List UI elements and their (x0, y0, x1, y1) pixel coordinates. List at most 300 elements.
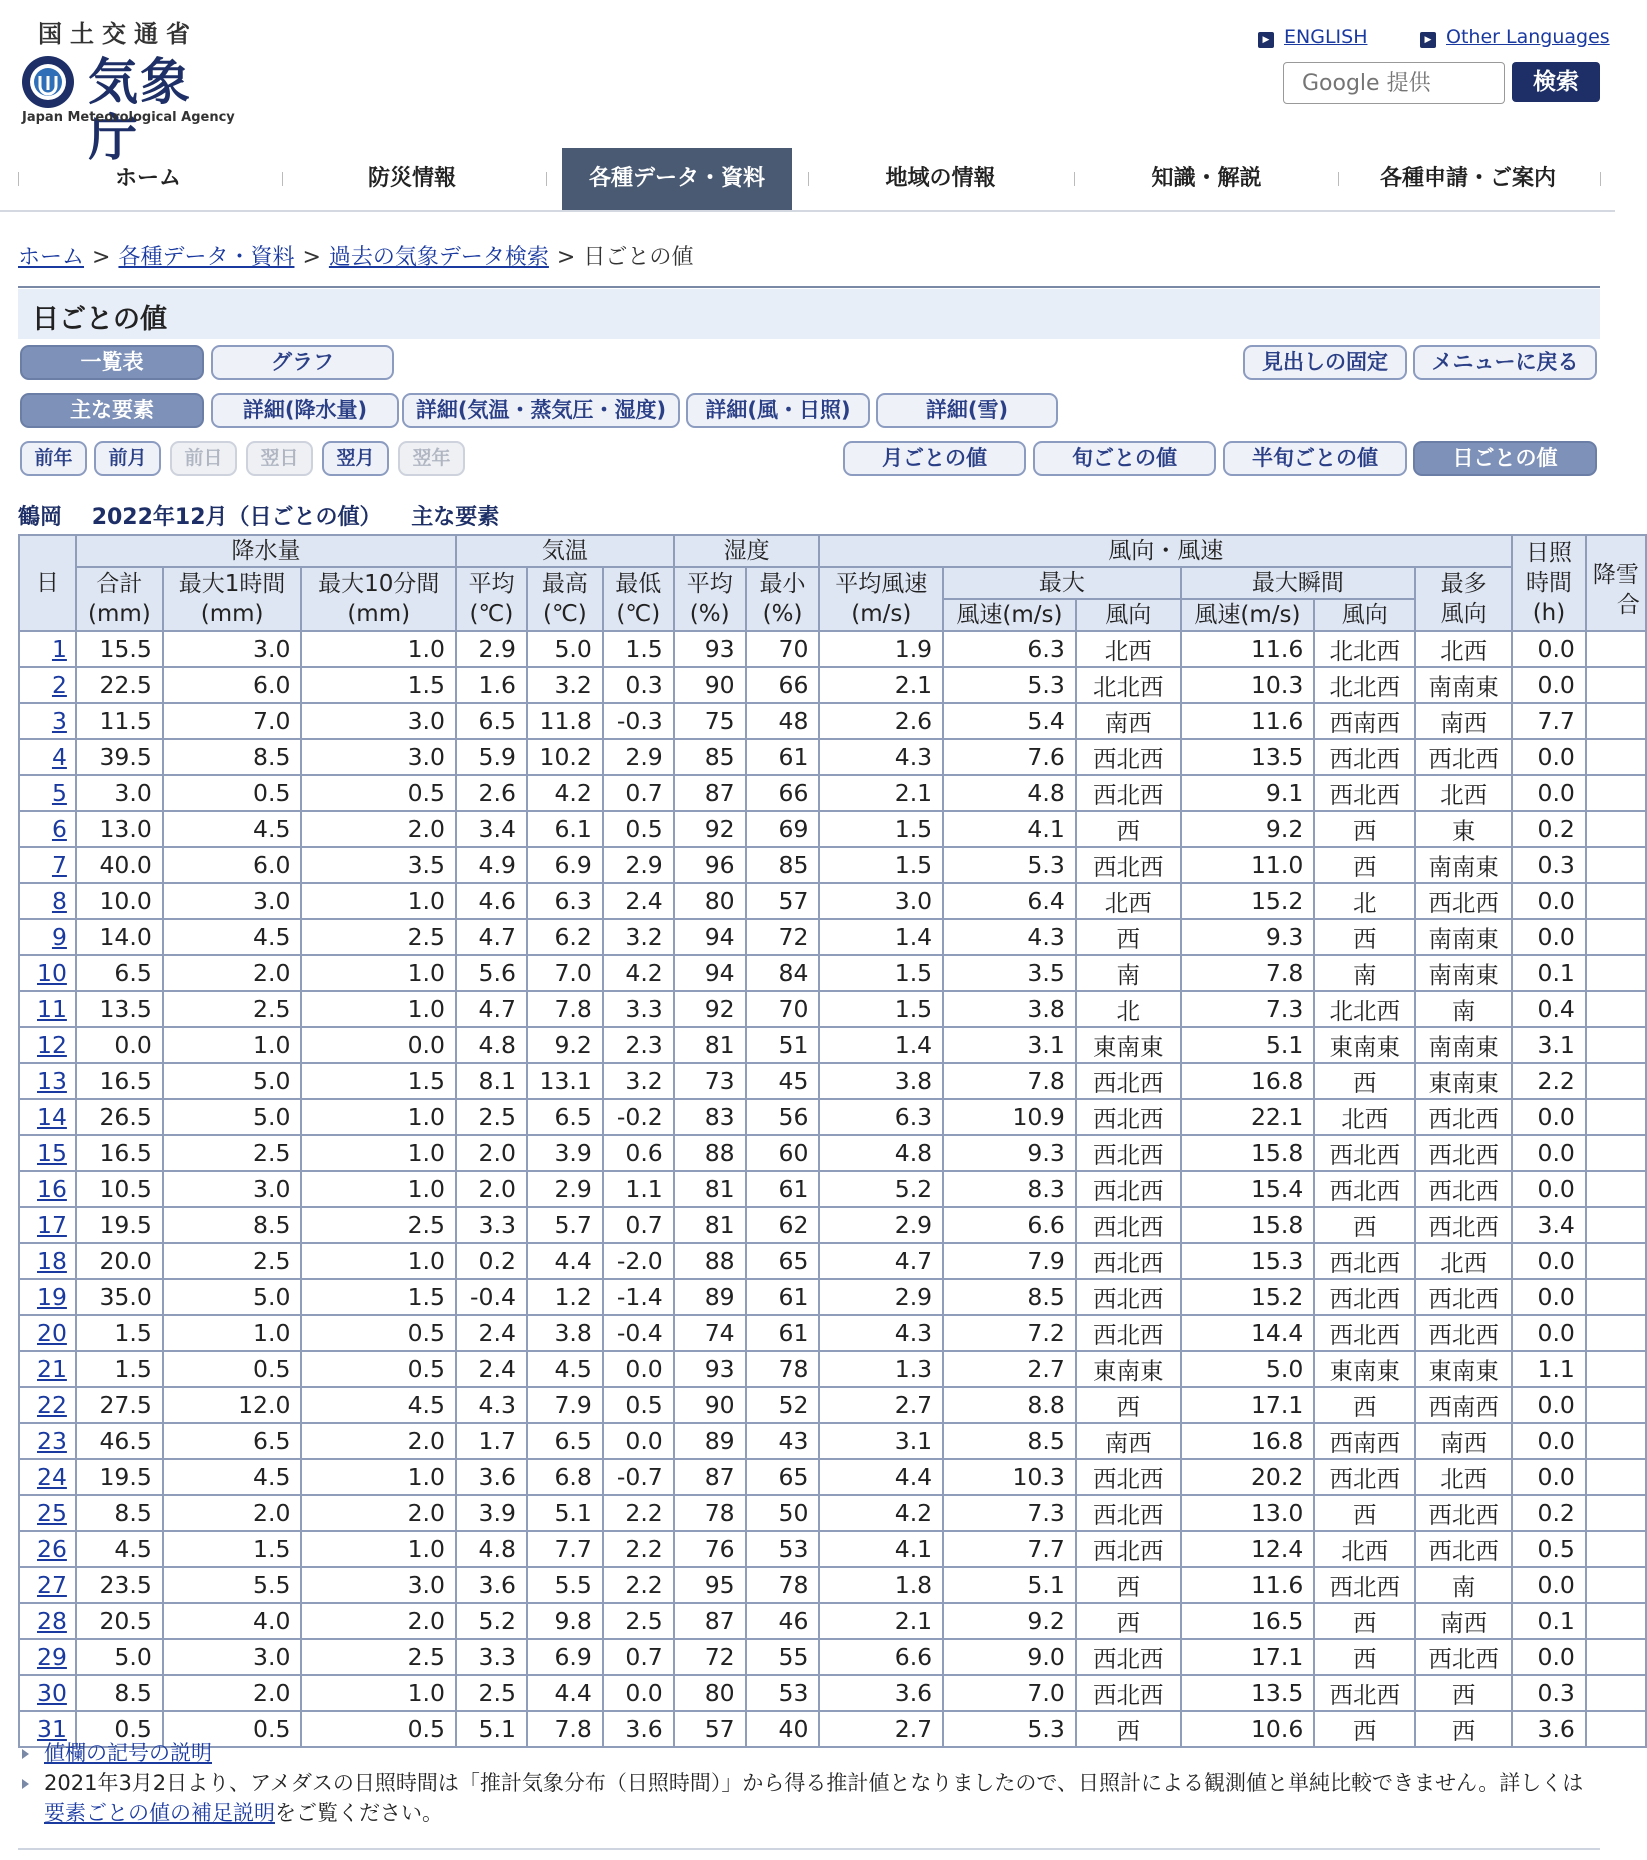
table-cell: 46.5 (76, 1423, 163, 1459)
day-link[interactable]: 18 (37, 1247, 67, 1275)
table-cell: 3.8 (819, 1063, 943, 1099)
day-cell[interactable] (19, 739, 76, 775)
main-elements-button[interactable]: 主な要素 (20, 393, 204, 428)
day-link[interactable]: 28 (37, 1607, 67, 1635)
day-cell[interactable] (19, 1207, 76, 1243)
table-cell: 3.5 (943, 955, 1076, 991)
table-cell: 16.8 (1181, 1063, 1315, 1099)
table-cell: 南南東 (1415, 667, 1512, 703)
day-link[interactable]: 13 (37, 1067, 67, 1095)
table-cell: 15.5 (76, 631, 163, 667)
table-cell: 2.9 (819, 1207, 943, 1243)
snowfall-cell (1586, 703, 1646, 739)
day-link[interactable]: 20 (37, 1319, 67, 1347)
table-cell: 10.9 (943, 1099, 1076, 1135)
monthly-values-button[interactable]: 月ごとの値 (843, 441, 1026, 476)
table-cell: 3.0 (163, 1171, 302, 1207)
day-cell[interactable] (19, 1279, 76, 1315)
table-cell: 12.0 (163, 1387, 302, 1423)
day-link[interactable]: 26 (37, 1535, 67, 1563)
table-cell: 2.6 (456, 775, 527, 811)
symbol-legend-link[interactable]: 値欄の記号の説明 (44, 1741, 212, 1765)
day-link[interactable]: 12 (37, 1031, 67, 1059)
day-cell[interactable] (19, 1027, 76, 1063)
table-cell: 2.3 (603, 1027, 674, 1063)
col-precip-total-line2: (mm) (87, 601, 151, 627)
table-cell: 66 (746, 775, 820, 811)
table-cell: 1.0 (301, 631, 456, 667)
search-input-wrapper[interactable] (1283, 62, 1505, 104)
table-cell: 4.5 (76, 1531, 163, 1567)
back-to-menu-button[interactable]: メニューに戻る (1413, 345, 1597, 380)
table-row (19, 775, 1646, 811)
search-input[interactable] (1284, 63, 1504, 103)
nav-knowledge[interactable]: 知識・解説 (1151, 166, 1262, 191)
day-link[interactable]: 31 (37, 1715, 67, 1743)
day-link[interactable]: 19 (37, 1283, 67, 1311)
table-cell: 東南東 (1415, 1063, 1512, 1099)
table-cell: 3.0 (819, 883, 943, 919)
table-cell: 10.5 (76, 1171, 163, 1207)
table-cell: 4.6 (456, 883, 527, 919)
table-cell: 9.3 (943, 1135, 1076, 1171)
table-cell: 66 (746, 667, 820, 703)
table-cell: 1.0 (301, 1171, 456, 1207)
table-cell: 2.9 (819, 1279, 943, 1315)
table-cell: 2.5 (456, 1675, 527, 1711)
table-row (19, 1315, 1646, 1351)
day-cell[interactable] (19, 991, 76, 1027)
table-row (19, 955, 1646, 991)
day-cell[interactable] (19, 847, 76, 883)
table-cell: 4.3 (943, 919, 1076, 955)
nav-home[interactable]: ホーム (114, 166, 181, 191)
table-cell: 1.0 (301, 1099, 456, 1135)
table-cell: 14.0 (76, 919, 163, 955)
english-link[interactable] (1258, 26, 1367, 48)
nav-applications[interactable]: 各種申請・ご案内 (1379, 166, 1556, 191)
table-cell: 西 (1076, 1567, 1181, 1603)
snowfall-cell (1586, 1027, 1646, 1063)
day-cell[interactable] (19, 955, 76, 991)
table-cell: 7.8 (1181, 955, 1315, 991)
table-cell: 0.2 (1512, 811, 1586, 847)
table-cell: 8.5 (943, 1279, 1076, 1315)
other-languages-link-text[interactable]: Other Languages (1446, 26, 1610, 48)
table-cell: 9.8 (527, 1603, 603, 1639)
col-wind-mode-line2: 風向 (1440, 601, 1487, 627)
table-cell: 4.5 (163, 919, 302, 955)
breadcrumb (18, 240, 693, 271)
day-cell[interactable] (19, 1531, 76, 1567)
col-humidity-min (746, 567, 820, 631)
col-temp-avg (456, 567, 527, 631)
col-sunshine-line2: 時間 (1525, 570, 1572, 596)
table-cell: 西北西 (1415, 1135, 1512, 1171)
group-wind-max: 最大 (943, 567, 1180, 599)
table-cell: 西 (1415, 1711, 1512, 1747)
jma-logo[interactable] (18, 10, 235, 167)
table-cell: 94 (674, 919, 746, 955)
table-cell: 0.5 (301, 1315, 456, 1351)
day-cell[interactable] (19, 811, 76, 847)
table-cell: 3.8 (943, 991, 1076, 1027)
legend-note (22, 1738, 1602, 1768)
table-cell: 2.4 (603, 883, 674, 919)
table-cell: 3.9 (456, 1495, 527, 1531)
day-cell[interactable] (19, 1495, 76, 1531)
table-cell: 西 (1314, 919, 1415, 955)
table-cell: 2.9 (527, 1171, 603, 1207)
table-cell: 4.4 (527, 1675, 603, 1711)
bottom-rule (18, 1848, 1600, 1850)
nav-regional-info[interactable]: 地域の情報 (885, 166, 996, 191)
table-cell: 6.5 (76, 955, 163, 991)
table-cell: 2.1 (819, 1603, 943, 1639)
dekad-values-button[interactable]: 旬ごとの値 (1033, 441, 1216, 476)
prev-month-button[interactable]: 前月 (94, 441, 161, 476)
table-cell: 0.0 (1512, 1099, 1586, 1135)
col-precip-max10m-line1: 最大10分間 (318, 571, 440, 597)
table-cell: 西北西 (1314, 1171, 1415, 1207)
day-link[interactable]: 1 (51, 635, 67, 663)
table-cell: 2.5 (163, 991, 302, 1027)
table-cell: 6.4 (943, 883, 1076, 919)
table-cell: 84 (746, 955, 820, 991)
fix-header-button[interactable]: 見出しの固定 (1243, 345, 1407, 380)
snowfall-cell (1586, 631, 1646, 667)
table-cell: 76 (674, 1531, 746, 1567)
table-cell: 西南西 (1314, 703, 1415, 739)
table-cell: 東南東 (1314, 1027, 1415, 1063)
next-month-button[interactable]: 翌月 (322, 441, 389, 476)
day-cell[interactable] (19, 1135, 76, 1171)
table-cell: 6.2 (527, 919, 603, 955)
table-row (19, 811, 1646, 847)
day-cell[interactable] (19, 1387, 76, 1423)
table-cell: 11.0 (1181, 847, 1315, 883)
snowfall-cell (1586, 1675, 1646, 1711)
day-link[interactable]: 6 (51, 815, 67, 843)
day-cell[interactable] (19, 631, 76, 667)
table-cell: 4.7 (819, 1243, 943, 1279)
day-cell[interactable] (19, 1099, 76, 1135)
table-cell: 2.5 (603, 1603, 674, 1639)
graph-view-button[interactable]: グラフ (211, 345, 394, 380)
table-cell: 3.1 (1512, 1027, 1586, 1063)
table-cell: 7.9 (527, 1387, 603, 1423)
table-cell: 5.1 (1181, 1027, 1315, 1063)
table-cell: 52 (746, 1387, 820, 1423)
day-link[interactable]: 8 (51, 887, 67, 915)
detail-wind-button[interactable]: 詳細(風・日照) (686, 393, 870, 428)
table-cell: 89 (674, 1279, 746, 1315)
day-cell[interactable] (19, 1675, 76, 1711)
day-link[interactable]: 7 (51, 851, 67, 879)
table-cell: 4.5 (163, 1459, 302, 1495)
table-cell: 1.0 (301, 991, 456, 1027)
table-cell: 19.5 (76, 1459, 163, 1495)
table-cell: 5.0 (163, 1279, 302, 1315)
table-cell: 2.0 (301, 811, 456, 847)
day-link[interactable]: 17 (37, 1211, 67, 1239)
col-precip-max1h-line2: (mm) (200, 601, 264, 627)
day-link[interactable]: 5 (51, 779, 67, 807)
table-cell: 0.3 (603, 667, 674, 703)
col-temp-min (603, 567, 674, 631)
nav-disaster-info[interactable]: 防災情報 (367, 166, 456, 191)
table-cell: 2.7 (819, 1387, 943, 1423)
table-cell: 7.7 (943, 1531, 1076, 1567)
day-cell[interactable] (19, 775, 76, 811)
group-temp: 気温 (456, 535, 674, 567)
table-cell: 7.0 (163, 703, 302, 739)
sunshine-note-text: 2021年3月2日より、アメダスの日照時間は「推計気象分布（日照時間）」から得る推計値となりましたので、日照計による観測値と単純比較できません。詳しくは (44, 1771, 1584, 1795)
table-cell: 0.2 (456, 1243, 527, 1279)
table-cell: 85 (674, 739, 746, 775)
day-link[interactable]: 15 (37, 1139, 67, 1167)
table-cell: 0.3 (1512, 847, 1586, 883)
table-cell: 4.2 (603, 955, 674, 991)
table-cell: 6.0 (163, 667, 302, 703)
table-row (19, 1207, 1646, 1243)
table-cell: 4.9 (456, 847, 527, 883)
table-cell: 0.2 (1512, 1495, 1586, 1531)
table-cell: 3.6 (456, 1459, 527, 1495)
daily-values-button[interactable]: 日ごとの値 (1413, 441, 1597, 476)
day-link[interactable]: 21 (37, 1355, 67, 1383)
table-cell: 東南東 (1415, 1351, 1512, 1387)
supplementary-link[interactable]: 要素ごとの値の補足説明 (44, 1801, 275, 1825)
table-cell: 0.0 (1512, 667, 1586, 703)
daily-data-table (18, 534, 1647, 1748)
prev-year-button[interactable]: 前年 (20, 441, 87, 476)
table-cell: 6.8 (527, 1459, 603, 1495)
english-link-text[interactable]: ENGLISH (1284, 26, 1368, 48)
table-cell: 南西 (1415, 1423, 1512, 1459)
day-link[interactable]: 30 (37, 1679, 67, 1707)
table-cell: 11.8 (527, 703, 603, 739)
breadcrumb-past-data-search[interactable]: 過去の気象データ検索 (328, 245, 549, 270)
day-cell[interactable] (19, 1567, 76, 1603)
table-cell: 16.5 (76, 1135, 163, 1171)
table-cell: 90 (674, 1387, 746, 1423)
day-link[interactable]: 25 (37, 1499, 67, 1527)
day-cell[interactable] (19, 1351, 76, 1387)
table-cell: 78 (746, 1351, 820, 1387)
table-row (19, 1459, 1646, 1495)
table-cell: 0.0 (1512, 739, 1586, 775)
table-cell: 0.5 (163, 1351, 302, 1387)
table-cell: 0.1 (1512, 955, 1586, 991)
table-cell: 6.5 (163, 1423, 302, 1459)
table-cell: 南 (1415, 991, 1512, 1027)
table-cell: 5.7 (527, 1207, 603, 1243)
table-cell: 39.5 (76, 739, 163, 775)
table-cell: 5.5 (527, 1567, 603, 1603)
table-cell: -0.2 (603, 1099, 674, 1135)
arrow-square-icon: ▶ (1258, 32, 1274, 48)
day-link[interactable]: 22 (37, 1391, 67, 1419)
table-cell: 13.5 (1181, 1675, 1315, 1711)
table-cell: 2.2 (603, 1567, 674, 1603)
page-title: 日ごとの値 (32, 304, 167, 335)
col-precip-max10m (301, 567, 456, 631)
table-cell: 北北西 (1314, 991, 1415, 1027)
table-row (19, 1063, 1646, 1099)
table-cell: 0.7 (603, 775, 674, 811)
day-link[interactable]: 4 (51, 743, 67, 771)
table-cell: 7.7 (527, 1531, 603, 1567)
pentad-values-button[interactable]: 半旬ごとの値 (1223, 441, 1407, 476)
breadcrumb-home[interactable]: ホーム (18, 245, 85, 270)
table-cell: 2.2 (1512, 1063, 1586, 1099)
day-cell[interactable] (19, 1459, 76, 1495)
day-link[interactable]: 14 (37, 1103, 67, 1131)
table-cell: 3.0 (301, 703, 456, 739)
table-cell: 1.0 (163, 1315, 302, 1351)
day-link[interactable]: 11 (37, 995, 67, 1023)
col-temp-min-line1: 最低 (615, 571, 662, 597)
day-cell[interactable] (19, 1243, 76, 1279)
table-cell: 5.9 (456, 739, 527, 775)
breadcrumb-current: 日ごとの値 (583, 245, 694, 270)
table-cell: 0.0 (76, 1027, 163, 1063)
day-cell[interactable] (19, 703, 76, 739)
site-header (0, 0, 1647, 167)
day-link[interactable]: 29 (37, 1643, 67, 1671)
table-cell: 5.4 (943, 703, 1076, 739)
table-cell: 7.8 (943, 1063, 1076, 1099)
jma-logo-mark-icon (20, 54, 76, 110)
nav-data-materials[interactable]: 各種データ・資料 (562, 148, 792, 210)
day-link[interactable]: 3 (51, 707, 67, 735)
day-cell[interactable] (19, 919, 76, 955)
day-link[interactable]: 23 (37, 1427, 67, 1455)
table-cell: 72 (674, 1639, 746, 1675)
table-cell: 0.3 (1512, 1675, 1586, 1711)
station-name: 鶴岡 (18, 505, 63, 530)
table-cell: 81 (674, 1207, 746, 1243)
table-cell: 2.0 (163, 1495, 302, 1531)
table-cell: 2.0 (456, 1135, 527, 1171)
table-cell: 5.2 (819, 1171, 943, 1207)
table-cell: 72 (746, 919, 820, 955)
snowfall-cell (1586, 1495, 1646, 1531)
snowfall-cell (1586, 883, 1646, 919)
table-cell: 3.0 (163, 1639, 302, 1675)
table-cell: 4.0 (163, 1603, 302, 1639)
day-cell[interactable] (19, 883, 76, 919)
table-cell: 26.5 (76, 1099, 163, 1135)
day-cell[interactable] (19, 1423, 76, 1459)
table-cell: 1.5 (301, 667, 456, 703)
table-row (19, 1603, 1646, 1639)
table-cell: 88 (674, 1243, 746, 1279)
table-cell: 1.0 (301, 1675, 456, 1711)
snowfall-cell (1586, 1351, 1646, 1387)
table-row (19, 1387, 1646, 1423)
table-cell: -0.4 (603, 1315, 674, 1351)
day-link[interactable]: 27 (37, 1571, 67, 1599)
table-cell: 0.5 (603, 811, 674, 847)
day-link[interactable]: 2 (51, 671, 67, 699)
table-cell: 5.5 (163, 1567, 302, 1603)
snowfall-cell (1586, 811, 1646, 847)
breadcrumb-data-materials[interactable]: 各種データ・資料 (118, 245, 295, 270)
day-link[interactable]: 24 (37, 1463, 67, 1491)
other-languages-link[interactable] (1420, 26, 1610, 48)
table-cell: 北 (1314, 883, 1415, 919)
day-link[interactable]: 9 (51, 923, 67, 951)
day-cell[interactable] (19, 667, 76, 703)
day-cell[interactable] (19, 1603, 76, 1639)
table-cell: 4.3 (456, 1387, 527, 1423)
table-cell: 10.3 (1181, 667, 1315, 703)
table-cell: 6.5 (527, 1423, 603, 1459)
col-precip-max1h-line1: 最大1時間 (178, 571, 286, 597)
table-cell: 57 (746, 883, 820, 919)
page-title-bar (18, 289, 1600, 339)
next-year-button: 翌年 (398, 441, 465, 476)
table-cell: 19.5 (76, 1207, 163, 1243)
table-cell: 西北西 (1076, 1171, 1181, 1207)
day-cell[interactable] (19, 1639, 76, 1675)
col-wind-avg (819, 567, 943, 631)
table-cell: 6.3 (527, 883, 603, 919)
table-cell: 85 (746, 847, 820, 883)
day-cell[interactable] (19, 1171, 76, 1207)
table-cell: 22.5 (76, 667, 163, 703)
col-wind-gust-speed: 風速(m/s) (1181, 599, 1315, 631)
table-cell: 6.0 (163, 847, 302, 883)
table-cell: 4.1 (819, 1531, 943, 1567)
table-cell: 東南東 (1076, 1027, 1181, 1063)
table-cell: 1.5 (819, 847, 943, 883)
table-cell: 93 (674, 631, 746, 667)
day-cell[interactable] (19, 1315, 76, 1351)
list-view-button[interactable]: 一覧表 (20, 345, 204, 380)
table-cell: 0.0 (1512, 1423, 1586, 1459)
snowfall-cell (1586, 919, 1646, 955)
table-cell: 西北西 (1076, 739, 1181, 775)
table-cell: 西北西 (1076, 1207, 1181, 1243)
table-cell: 20.5 (76, 1603, 163, 1639)
search-button[interactable]: 検索 (1512, 62, 1600, 102)
table-cell: 15.8 (1181, 1135, 1315, 1171)
table-cell: 13.5 (1181, 739, 1315, 775)
detail-snow-button[interactable]: 詳細(雪) (876, 393, 1058, 428)
table-cell: 北西 (1415, 1459, 1512, 1495)
table-cell: 1.5 (163, 1531, 302, 1567)
snowfall-cell (1586, 847, 1646, 883)
detail-precip-button[interactable]: 詳細(降水量) (211, 393, 399, 428)
table-cell: 3.6 (1512, 1711, 1586, 1747)
table-cell: 1.0 (301, 1459, 456, 1495)
table-cell: 5.0 (1181, 1351, 1315, 1387)
table-cell: 南南東 (1415, 919, 1512, 955)
day-cell[interactable] (19, 1063, 76, 1099)
col-wind-max-dir: 風向 (1076, 599, 1181, 631)
detail-temp-button[interactable]: 詳細(気温・蒸気圧・湿度) (402, 393, 680, 428)
snowfall-cell (1586, 1243, 1646, 1279)
table-cell: 西北西 (1076, 1495, 1181, 1531)
day-link[interactable]: 16 (37, 1175, 67, 1203)
day-link[interactable]: 10 (37, 959, 67, 987)
table-cell: 0.1 (1512, 1603, 1586, 1639)
table-cell: 94 (674, 955, 746, 991)
table-cell: 1.5 (819, 955, 943, 991)
